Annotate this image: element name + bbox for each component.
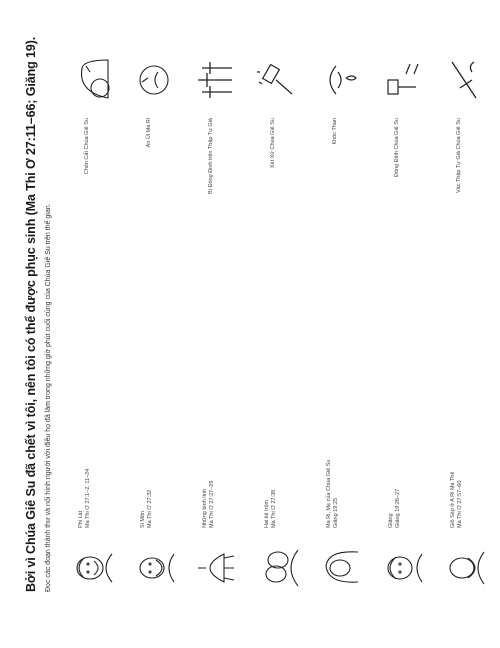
pilate-portrait-icon (70, 546, 114, 590)
person-label: Hai kẻ trộm Ma Thi Ơ 27:38 (264, 489, 277, 528)
matching-row (64, 0, 124, 648)
action-label: Xét Xử Chúa Giê Su (270, 118, 276, 169)
joseph-portrait-icon (442, 546, 486, 590)
john-portrait-icon (380, 546, 424, 590)
soldier-helmet-icon (194, 546, 238, 590)
matching-row (250, 0, 310, 648)
carrying-cross-icon (442, 58, 486, 102)
action-label: Chôn Cất Chúa Giê Su (84, 118, 90, 175)
gavel-icon (256, 58, 300, 102)
person-label: Ma Ri, Mẹ của Chúa Giê Su Giăng 19:25 (326, 459, 339, 528)
action-label: Bị Đóng Đinh trên Thập Tự Giá (208, 118, 214, 194)
person-label: Giô Sép ở A Ri Ma Thê Ma Thi Ơ 27:57–60 (450, 471, 463, 528)
page-instructions: Đọc các đoạn thánh thư và nối hình người với điều họ đã làm trong những giờ phút cuối cùng của Chúa Giê Su trên thế gian. (45, 203, 52, 592)
hammer-nails-icon (380, 58, 424, 102)
comforting-hand-icon (132, 58, 176, 102)
mary-portrait-icon (318, 546, 362, 590)
thieves-portrait-icon (256, 546, 300, 590)
page-title: Bởi vì Chúa Giê Su đã chết vì tôi, nên tôi có thể được phục sinh (Ma Thi Ơ 27:11–66; Giăng 19). (24, 36, 38, 592)
matching-row (312, 0, 372, 648)
matching-row (126, 0, 186, 648)
action-label: Khóc Than (332, 118, 338, 145)
tomb-stone-icon (70, 58, 114, 102)
matching-row (188, 0, 248, 648)
three-crosses-icon (194, 58, 238, 102)
person-label: Giăng Giăng 19:26–27 (388, 488, 401, 528)
person-label: Những binh lính Ma Thi Ơ 27:27–29 (202, 480, 215, 528)
simon-portrait-icon (132, 546, 176, 590)
action-label: Vác Thập Tự Giá Chúa Giê Su (456, 118, 462, 194)
action-label: An Ủi Ma Ri (146, 118, 152, 148)
weeping-eye-icon (318, 58, 362, 102)
matching-row (374, 0, 434, 648)
person-label: Phi Lát Ma Thi Ơ 27:1–2, 11–24 (78, 468, 91, 528)
matching-row (436, 0, 496, 648)
action-label: Đóng Đinh Chúa Giê Su (394, 118, 400, 178)
person-label: Si Môn Ma Thi Ơ 27:32 (140, 489, 153, 528)
